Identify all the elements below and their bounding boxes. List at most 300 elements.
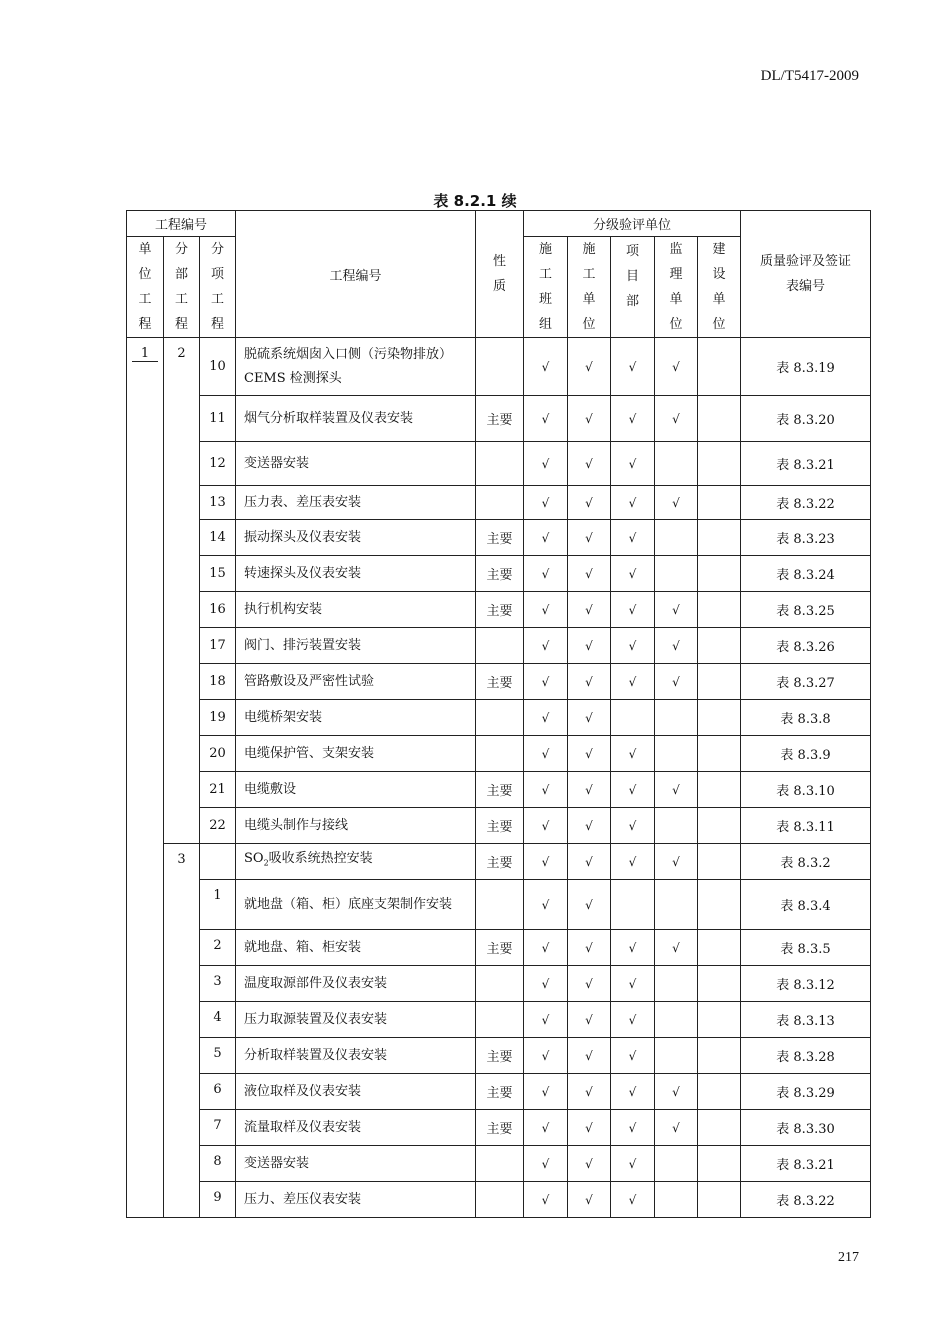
unit-cell [127,556,164,592]
table-row [127,700,871,736]
check-project: √ [611,628,655,664]
check-owner [698,442,741,486]
check-owner [698,844,741,880]
table-row [127,808,871,844]
check-contractor: √ [568,556,611,592]
form-number: 表 8.3.26 [741,628,871,664]
item-no: 3 [200,966,236,1002]
check-supervisor [655,808,698,844]
check-supervisor: √ [655,664,698,700]
table-row [127,772,871,808]
item-nature [476,966,524,1002]
header-item-char: 程 [210,317,224,332]
header-supervisor-char: 位 [669,317,683,332]
header-name: 工程编号 [236,211,476,338]
form-number: 表 8.3.28 [741,1038,871,1074]
part-name-subscript: 2 [263,858,269,868]
item-name: 烟气分析取样装置及仪表安装 [236,396,476,442]
table-row [127,556,871,592]
item-no: 5 [200,1038,236,1074]
header-part-char: 部 [174,267,188,282]
part-name-main: SO [244,851,264,867]
check-contractor: √ [568,486,611,520]
item-nature [476,700,524,736]
check-owner [698,664,741,700]
check-contractor: √ [568,520,611,556]
check-team: √ [524,1074,568,1110]
part-cell [164,664,200,700]
item-name: 电缆头制作与接线 [236,808,476,844]
check-project: √ [611,592,655,628]
header-unit-char: 位 [138,267,152,282]
unit-cell [127,338,164,396]
form-number: 表 8.3.29 [741,1074,871,1110]
check-contractor: √ [568,844,611,880]
form-number: 表 8.3.21 [741,1146,871,1182]
check-supervisor [655,700,698,736]
item-nature: 主要 [476,1110,524,1146]
item-nature: 主要 [476,520,524,556]
table-caption: 表 8.2.1 续 [433,192,517,210]
item-name: 就地盘（箱、柜）底座支架制作安装 [236,880,476,930]
table-row [127,592,871,628]
unit-cell [127,930,164,966]
check-team: √ [524,736,568,772]
check-team: √ [524,966,568,1002]
part-cell [164,1110,200,1146]
form-number: 表 8.3.24 [741,556,871,592]
check-team: √ [524,520,568,556]
part-summary-row [127,844,871,880]
item-no: 13 [200,486,236,520]
check-contractor: √ [568,808,611,844]
check-supervisor: √ [655,486,698,520]
check-team: √ [524,772,568,808]
header-team-char: 组 [538,317,552,332]
unit-cell [127,700,164,736]
check-contractor: √ [568,592,611,628]
check-supervisor: √ [655,1110,698,1146]
table-row [127,880,871,930]
check-owner [698,1002,741,1038]
form-number: 表 8.3.5 [741,930,871,966]
check-contractor: √ [568,338,611,396]
form-number: 表 8.3.22 [741,1182,871,1218]
header-owner-char: 建 [712,242,726,257]
document-id: DL/T5417-2009 [760,68,859,84]
header-part-char: 程 [174,317,188,332]
unit-cell [127,844,164,880]
check-owner [698,1074,741,1110]
item-nature: 主要 [476,772,524,808]
check-contractor: √ [568,1110,611,1146]
item-name: 转速探头及仪表安装 [236,556,476,592]
item-name: 电缆桥架安装 [236,700,476,736]
check-supervisor [655,1038,698,1074]
check-supervisor [655,556,698,592]
part-cell [164,486,200,520]
table-row [127,930,871,966]
unit-number: 1 [132,347,158,362]
header-team-char: 班 [538,292,552,307]
part-name [236,844,476,880]
item-no: 12 [200,442,236,486]
check-owner [698,1110,741,1146]
form-number: 表 8.3.20 [741,396,871,442]
part-cell [164,880,200,930]
check-contractor: √ [568,966,611,1002]
check-project: √ [611,396,655,442]
item-nature [476,442,524,486]
part-cell [164,736,200,772]
header-form [741,211,871,338]
check-team: √ [524,592,568,628]
part-cell [164,592,200,628]
item-no: 2 [200,930,236,966]
header-supervisor-char: 监 [669,242,683,257]
header-project-char: 目 [625,269,639,284]
item-no: 14 [200,520,236,556]
item-name: 脱硫系统烟囱入口侧（污染物排放）CEMS 检测探头 [236,338,476,396]
header-item-char: 工 [210,292,224,307]
header-form-line: 质量验评及签证 [760,254,852,269]
item-name: 电缆保护管、支架安装 [236,736,476,772]
unit-cell [127,1110,164,1146]
check-team: √ [524,442,568,486]
check-team: √ [524,880,568,930]
check-owner [698,736,741,772]
check-owner [698,556,741,592]
header-group-eval: 分级验评单位 [524,211,741,237]
form-number: 表 8.3.10 [741,772,871,808]
check-team: √ [524,808,568,844]
item-nature: 主要 [476,592,524,628]
item-name: 液位取样及仪表安装 [236,1074,476,1110]
table-row [127,664,871,700]
unit-cell [127,808,164,844]
header-unit [127,237,164,338]
header-project-char: 部 [625,294,639,309]
part-nature: 主要 [476,844,524,880]
check-project: √ [611,338,655,396]
part-cell [164,808,200,844]
table-row [127,338,871,396]
unit-cell [127,664,164,700]
check-contractor: √ [568,700,611,736]
unit-cell [127,592,164,628]
form-number: 表 8.3.8 [741,700,871,736]
header-row-group [127,211,871,237]
header-part-char: 工 [174,292,188,307]
table-body [127,338,871,1218]
item-nature [476,1002,524,1038]
check-supervisor [655,1002,698,1038]
item-nature [476,736,524,772]
item-name: 管路敷设及严密性试验 [236,664,476,700]
check-project: √ [611,442,655,486]
unit-cell [127,772,164,808]
item-name: 阀门、排污装置安装 [236,628,476,664]
check-supervisor [655,1182,698,1218]
header-contractor [568,237,611,338]
table-row [127,1110,871,1146]
check-supervisor [655,442,698,486]
check-team: √ [524,700,568,736]
part-cell [164,1002,200,1038]
check-supervisor: √ [655,628,698,664]
check-supervisor: √ [655,338,698,396]
header-contractor-char: 单 [582,292,596,307]
check-supervisor: √ [655,592,698,628]
check-contractor: √ [568,736,611,772]
check-contractor: √ [568,664,611,700]
check-supervisor [655,736,698,772]
check-supervisor [655,520,698,556]
item-no: 19 [200,700,236,736]
header-unit-char: 单 [138,242,152,257]
item-no: 4 [200,1002,236,1038]
form-number: 表 8.3.9 [741,736,871,772]
check-project: √ [611,1038,655,1074]
header-contractor-char: 工 [582,267,596,282]
item-name: 振动探头及仪表安装 [236,520,476,556]
check-owner [698,338,741,396]
unit-cell [127,486,164,520]
check-owner [698,808,741,844]
form-number: 表 8.3.21 [741,442,871,486]
item-no: 7 [200,1110,236,1146]
check-team: √ [524,844,568,880]
part-cell [164,1074,200,1110]
unit-cell [127,1146,164,1182]
part-cell [164,520,200,556]
check-supervisor: √ [655,930,698,966]
form-number: 表 8.3.11 [741,808,871,844]
check-project: √ [611,772,655,808]
check-project: √ [611,556,655,592]
table-row [127,628,871,664]
item-nature: 主要 [476,808,524,844]
page-number: 217 [838,1250,859,1265]
item-nature: 主要 [476,556,524,592]
item-no: 17 [200,628,236,664]
part-cell [164,930,200,966]
header-part [164,237,200,338]
item-nature [476,1182,524,1218]
item-nature: 主要 [476,1038,524,1074]
item-no: 9 [200,1182,236,1218]
form-number: 表 8.3.22 [741,486,871,520]
header-unit-char: 工 [138,292,152,307]
check-project: √ [611,844,655,880]
item-nature [476,486,524,520]
header-supervisor-char: 理 [669,267,683,282]
check-contractor: √ [568,880,611,930]
item-no: 11 [200,396,236,442]
header-nature [476,211,524,338]
unit-cell [127,1182,164,1218]
item-nature: 主要 [476,1074,524,1110]
form-number: 表 8.3.25 [741,592,871,628]
item-no: 15 [200,556,236,592]
check-project: √ [611,1110,655,1146]
check-supervisor: √ [655,1074,698,1110]
check-supervisor [655,1146,698,1182]
part-cell [164,628,200,664]
check-project: √ [611,1074,655,1110]
header-item-char: 项 [210,267,224,282]
table-row [127,1182,871,1218]
item-name: 温度取源部件及仪表安装 [236,966,476,1002]
header-owner-char: 设 [712,267,726,282]
header-item [200,237,236,338]
check-contractor: √ [568,396,611,442]
check-project: √ [611,966,655,1002]
item-nature [476,338,524,396]
unit-cell [127,1002,164,1038]
form-number: 表 8.3.27 [741,664,871,700]
item-nature: 主要 [476,396,524,442]
part-name-rest: 吸收系统热控安装 [268,851,373,867]
unit-cell [127,736,164,772]
check-contractor: √ [568,442,611,486]
check-owner [698,700,741,736]
item-no: 10 [200,338,236,396]
check-owner [698,772,741,808]
part-cell [164,1182,200,1218]
check-team: √ [524,338,568,396]
header-form-line: 表编号 [786,279,826,294]
item-no: 6 [200,1074,236,1110]
item-name: 压力表、差压表安装 [236,486,476,520]
item-nature: 主要 [476,664,524,700]
check-project: √ [611,1182,655,1218]
check-project [611,700,655,736]
form-number: 表 8.3.13 [741,1002,871,1038]
form-number: 表 8.3.23 [741,520,871,556]
header-owner-char: 位 [712,317,726,332]
check-team: √ [524,556,568,592]
header-group-code: 工程编号 [127,211,236,237]
check-project: √ [611,1002,655,1038]
header-owner [698,237,741,338]
unit-cell [127,1038,164,1074]
header-part-char: 分 [174,242,188,257]
check-owner [698,1038,741,1074]
item-no: 16 [200,592,236,628]
unit-cell [127,442,164,486]
item-no: 18 [200,664,236,700]
check-team: √ [524,1038,568,1074]
acceptance-table [126,210,871,1218]
check-team: √ [524,1146,568,1182]
check-owner [698,592,741,628]
check-contractor: √ [568,628,611,664]
check-team: √ [524,1182,568,1218]
table-row [127,966,871,1002]
check-team: √ [524,664,568,700]
item-nature [476,880,524,930]
table-row [127,1074,871,1110]
item-name: 电缆敷设 [236,772,476,808]
check-owner [698,880,741,930]
table-row [127,1146,871,1182]
check-team: √ [524,1110,568,1146]
check-owner [698,1182,741,1218]
form-number: 表 8.3.12 [741,966,871,1002]
table-row [127,1038,871,1074]
check-owner [698,628,741,664]
item-nature [476,628,524,664]
form-number: 表 8.3.19 [741,338,871,396]
form-number: 表 8.3.30 [741,1110,871,1146]
item-name: 压力、差压仪表安装 [236,1182,476,1218]
header-contractor-char: 施 [582,242,596,257]
item-no: 1 [200,880,236,930]
header-project-dept [611,237,655,338]
header-item-char: 分 [210,242,224,257]
check-project: √ [611,486,655,520]
check-team: √ [524,486,568,520]
part-cell [164,772,200,808]
check-owner [698,930,741,966]
item-no [200,844,236,880]
check-team: √ [524,396,568,442]
part-cell [164,556,200,592]
item-no: 21 [200,772,236,808]
check-project: √ [611,520,655,556]
table-row [127,1002,871,1038]
check-team: √ [524,930,568,966]
item-name: 分析取样装置及仪表安装 [236,1038,476,1074]
header-supervisor-char: 单 [669,292,683,307]
table-row [127,442,871,486]
item-name: 就地盘、箱、柜安装 [236,930,476,966]
table-row [127,736,871,772]
item-no: 22 [200,808,236,844]
part-cell [164,966,200,1002]
check-contractor: √ [568,1074,611,1110]
header-owner-char: 单 [712,292,726,307]
part-cell [164,700,200,736]
form-number: 表 8.3.4 [741,880,871,930]
check-owner [698,966,741,1002]
check-owner [698,396,741,442]
check-supervisor: √ [655,772,698,808]
item-name: 流量取样及仪表安装 [236,1110,476,1146]
check-contractor: √ [568,1002,611,1038]
header-unit-char: 程 [138,317,152,332]
item-no: 8 [200,1146,236,1182]
item-name: 变送器安装 [236,1146,476,1182]
part-cell [164,396,200,442]
unit-cell [127,396,164,442]
header-team-char: 工 [538,267,552,282]
check-project: √ [611,1146,655,1182]
check-owner [698,486,741,520]
part-cell: 3 [164,844,200,880]
check-supervisor [655,966,698,1002]
check-owner [698,1146,741,1182]
check-owner [698,520,741,556]
header-team [524,237,568,338]
unit-cell [127,520,164,556]
check-team: √ [524,628,568,664]
part-cell [164,1146,200,1182]
table-row [127,520,871,556]
item-nature [476,1146,524,1182]
check-project: √ [611,930,655,966]
